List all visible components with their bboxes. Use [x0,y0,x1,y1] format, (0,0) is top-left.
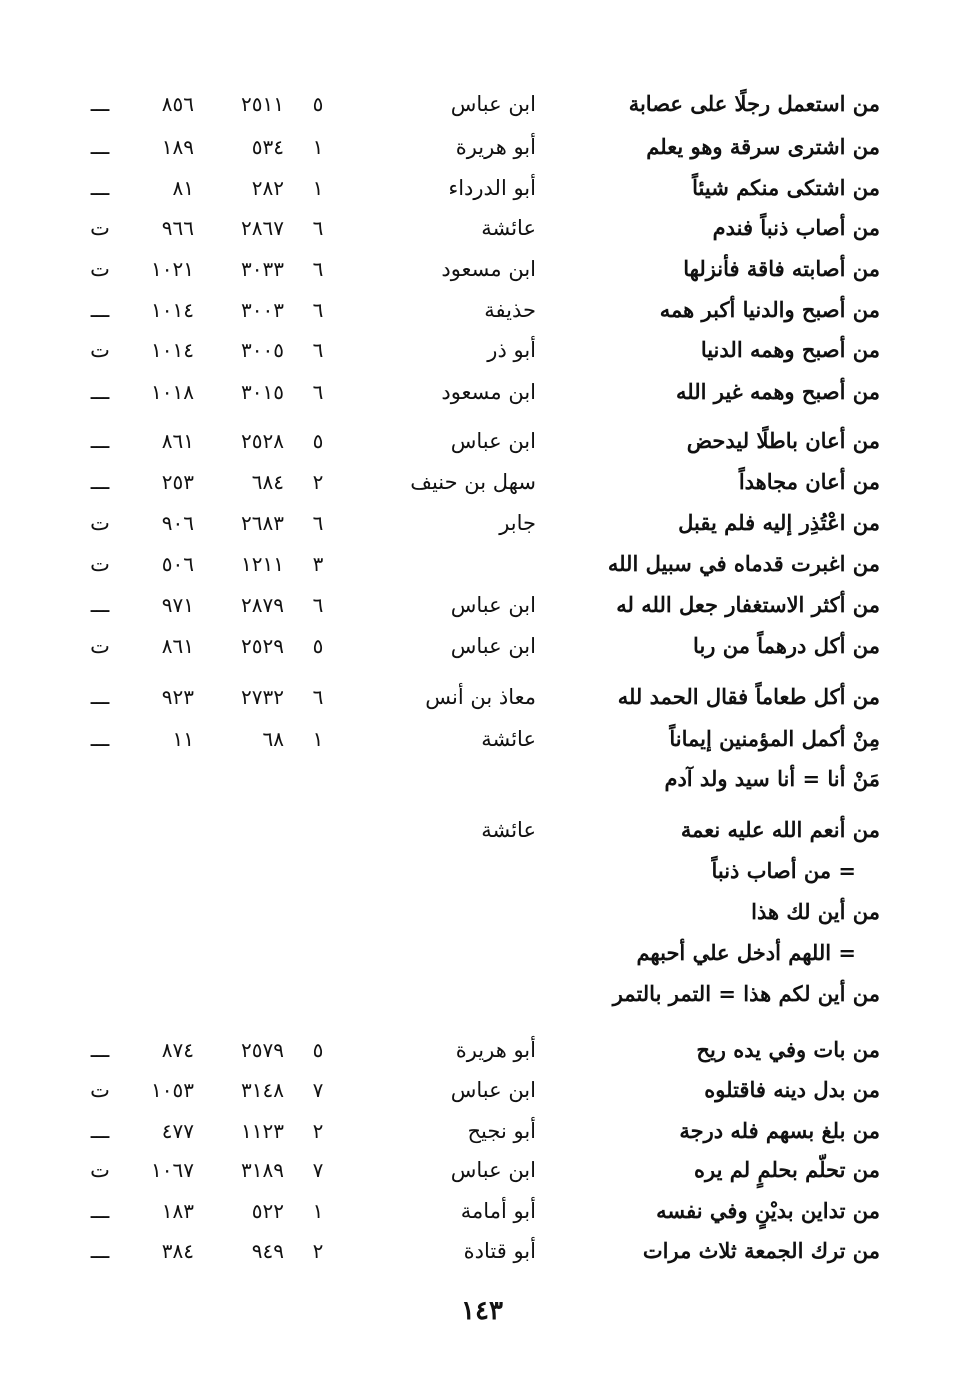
index-row [0,585,964,625]
grade: ت [90,511,110,535]
page-ref: ١٠٦٧ [151,1158,194,1182]
grade: ـــ [90,727,110,751]
index-row [0,626,964,666]
hadith-number: ٩٤٩ [251,1239,284,1263]
hadith-number: ٢٥٧٩ [241,1038,284,1062]
narrator: ابن عباس [450,1158,536,1182]
grade: ت [90,1158,110,1182]
narrator: عائشة [481,818,536,842]
grade: ت [90,634,110,658]
volume: ٦ [312,257,324,281]
page-ref: ٨٦١ [161,429,194,453]
index-row [0,127,964,167]
hadith-text: من اغبرت قدماه في سبيل الله [607,551,880,576]
cross-reference-row [0,851,964,891]
hadith-text: = من أصاب ذنباً [711,858,856,883]
hadith-number: ٦٨ [262,727,284,751]
page-ref: ٤٧٧ [161,1119,194,1143]
grade: ـــ [90,685,110,709]
volume: ٦ [312,298,324,322]
index-row [0,1150,964,1190]
narrator: أبو الدرداء [448,176,536,200]
grade: ت [90,1078,110,1102]
narrator: أبو أمامة [460,1199,536,1223]
grade: ـــ [90,380,110,404]
page-ref: ١٠١٨ [151,380,194,404]
page-number: ١٤٣ [461,1296,503,1326]
volume: ٥ [312,1038,324,1062]
volume: ٦ [312,511,324,535]
grade: ـــ [90,1199,110,1223]
hadith-number: ٣٠٠٥ [241,338,284,362]
hadith-text: من استعمل رجلًا على عصابة [628,91,880,116]
index-row [0,544,964,584]
page-ref: ١٠٥٣ [151,1078,194,1102]
grade: ت [90,216,110,240]
page-ref: ١١ [172,727,194,751]
index-row [0,810,964,850]
hadith-text: من تحلّم بحلمٍ لم يره [694,1157,880,1182]
page-ref: ٣٨٤ [161,1239,194,1263]
grade: ت [90,552,110,576]
narrator: ابن عباس [450,593,536,617]
narrator: ابن عباس [450,429,536,453]
volume: ٥ [312,92,324,116]
page-ref: ٩٧١ [161,593,194,617]
hadith-number: ٢٨٢ [251,176,284,200]
hadith-number: ١٢١١ [241,552,284,576]
hadith-text: من اشترى سرقة وهو يعلم [646,134,880,159]
page-ref: ٢٥٣ [161,470,194,494]
cross-reference-row [0,933,964,973]
hadith-text: من أصبح وهمه غير الله [675,379,880,404]
hadith-number: ٢٨٧٩ [241,593,284,617]
volume: ٢ [312,1239,324,1263]
hadith-text: من اعْتُذِر إليه فلم يقبل [678,510,880,535]
hadith-text: من أكل درهماً من ربا [693,633,880,658]
hadith-text: من أنعم الله عليه نعمة [680,817,880,842]
page-ref: ٩٦٦ [161,216,194,240]
index-row [0,84,964,124]
narrator: أبو قتادة [463,1239,536,1263]
page-ref: ١٨٩ [161,135,194,159]
hadith-text: من أصبح وهمه الدنيا [700,337,880,362]
grade: ت [90,257,110,281]
page-ref: ١٠١٤ [151,338,194,362]
hadith-text: من ترك الجمعة ثلاث مرات [642,1238,880,1263]
grade: ـــ [90,135,110,159]
hadith-number: ٣٠٣٣ [241,257,284,281]
index-row [0,462,964,502]
hadith-text: من بات وفي يده ريح [696,1037,880,1062]
page-ref: ٩٢٣ [161,685,194,709]
hadith-number: ١١٢٣ [241,1119,284,1143]
narrator: ابن مسعود [441,257,536,281]
hadith-text: من أصبح والدنيا أكبر همه [659,297,880,322]
volume: ١ [312,1199,324,1223]
volume: ٦ [312,685,324,709]
volume: ٦ [312,338,324,362]
volume: ١ [312,727,324,751]
hadith-text: من أصاب ذنباً فندم [712,215,880,240]
hadith-number: ٥٣٤ [251,135,284,159]
hadith-number: ٢٥٢٨ [241,429,284,453]
index-row [0,1070,964,1110]
volume: ٧ [312,1078,324,1102]
hadith-text: من أكل طعاماً فقال الحمد لله [617,684,880,709]
index-row [0,759,964,799]
index-row [0,168,964,208]
narrator: أبو ذر [487,338,536,362]
narrator: ابن عباس [450,1078,536,1102]
hadith-number: ٦٨٤ [251,470,284,494]
hadith-number: ٢٨٦٧ [241,216,284,240]
grade: ـــ [90,1038,110,1062]
index-row [0,503,964,543]
volume: ١ [312,135,324,159]
volume: ٢ [312,1119,324,1143]
index-row [0,974,964,1014]
hadith-number: ٢٦٨٣ [241,511,284,535]
volume: ٣ [312,552,324,576]
page-ref: ٨٥٦ [161,92,194,116]
page-ref: ١٠٢١ [151,257,194,281]
hadith-text: مِنْ أكمل المؤمنين إيماناً [669,726,880,751]
grade: ـــ [90,92,110,116]
hadith-text: من أكثر الاستغفار جعل الله له [616,592,880,617]
grade: ـــ [90,298,110,322]
narrator: عائشة [481,727,536,751]
narrator: حذيفة [484,298,536,322]
index-row [0,421,964,461]
hadith-text: من تداين بديْنٍ وفي نفسه [656,1198,880,1223]
narrator: أبو نجيح [467,1119,536,1143]
index-row [0,1111,964,1151]
hadith-number: ٥٢٢ [251,1199,284,1223]
page-ref: ٩٠٦ [161,511,194,535]
narrator: سهل بن حنيف [410,470,536,494]
index-row [0,372,964,412]
hadith-text: من أعان مجاهداً [738,469,880,494]
volume: ٢ [312,470,324,494]
hadith-text: من أعان باطلًا ليدحض [686,428,880,453]
index-row [0,1231,964,1271]
page-ref: ٨٦١ [161,634,194,658]
grade: ـــ [90,1119,110,1143]
hadith-number: ٢٥٢٩ [241,634,284,658]
hadith-number: ٣٠١٥ [241,380,284,404]
index-row [0,1191,964,1231]
volume: ٦ [312,380,324,404]
index-row [0,892,964,932]
page-ref: ٨٧٤ [161,1038,194,1062]
narrator: عائشة [481,216,536,240]
narrator: أبو هريرة [455,135,536,159]
hadith-text: من أين لك هذا [751,899,880,924]
grade: ـــ [90,176,110,200]
index-row [0,1030,964,1070]
page-ref: ١٠١٤ [151,298,194,322]
hadith-text: من اشتكى منكم شيئاً [692,175,880,200]
narrator: ابن مسعود [441,380,536,404]
narrator: أبو هريرة [455,1038,536,1062]
volume: ٥ [312,634,324,658]
index-row [0,677,964,717]
grade: ت [90,338,110,362]
page-ref: ٨١ [172,176,194,200]
page-ref: ٥٠٦ [161,552,194,576]
volume: ٦ [312,216,324,240]
hadith-text: = اللهم أدخل علي أحبهم [636,940,856,965]
index-row [0,208,964,248]
hadith-text: مَنْ أنا = أنا سيد ولد آدم [664,766,880,791]
hadith-number: ٣١٨٩ [241,1158,284,1182]
hadith-number: ٢٥١١ [241,92,284,116]
volume: ٥ [312,429,324,453]
index-row [0,249,964,289]
narrator: معاذ بن أنس [425,685,536,709]
hadith-number: ٢٧٣٢ [241,685,284,709]
hadith-text: من بلغ بسهم فله درجة [679,1118,880,1143]
narrator: ابن عباس [450,634,536,658]
grade: ـــ [90,429,110,453]
narrator: ابن عباس [450,92,536,116]
hadith-text: من أصابته فاقة فأنزلها [683,256,880,281]
volume: ١ [312,176,324,200]
index-row [0,719,964,759]
hadith-number: ٣١٤٨ [241,1078,284,1102]
volume: ٧ [312,1158,324,1182]
hadith-number: ٣٠٠٣ [241,298,284,322]
volume: ٦ [312,593,324,617]
index-row [0,330,964,370]
grade: ـــ [90,593,110,617]
page-ref: ١٨٣ [161,1199,194,1223]
grade: ـــ [90,470,110,494]
narrator: جابر [499,511,536,535]
grade: ـــ [90,1239,110,1263]
hadith-text: من أين لكم هذا = التمر بالتمر [612,981,880,1006]
hadith-text: من بدل دينه فاقتلوه [704,1077,880,1102]
index-row [0,290,964,330]
